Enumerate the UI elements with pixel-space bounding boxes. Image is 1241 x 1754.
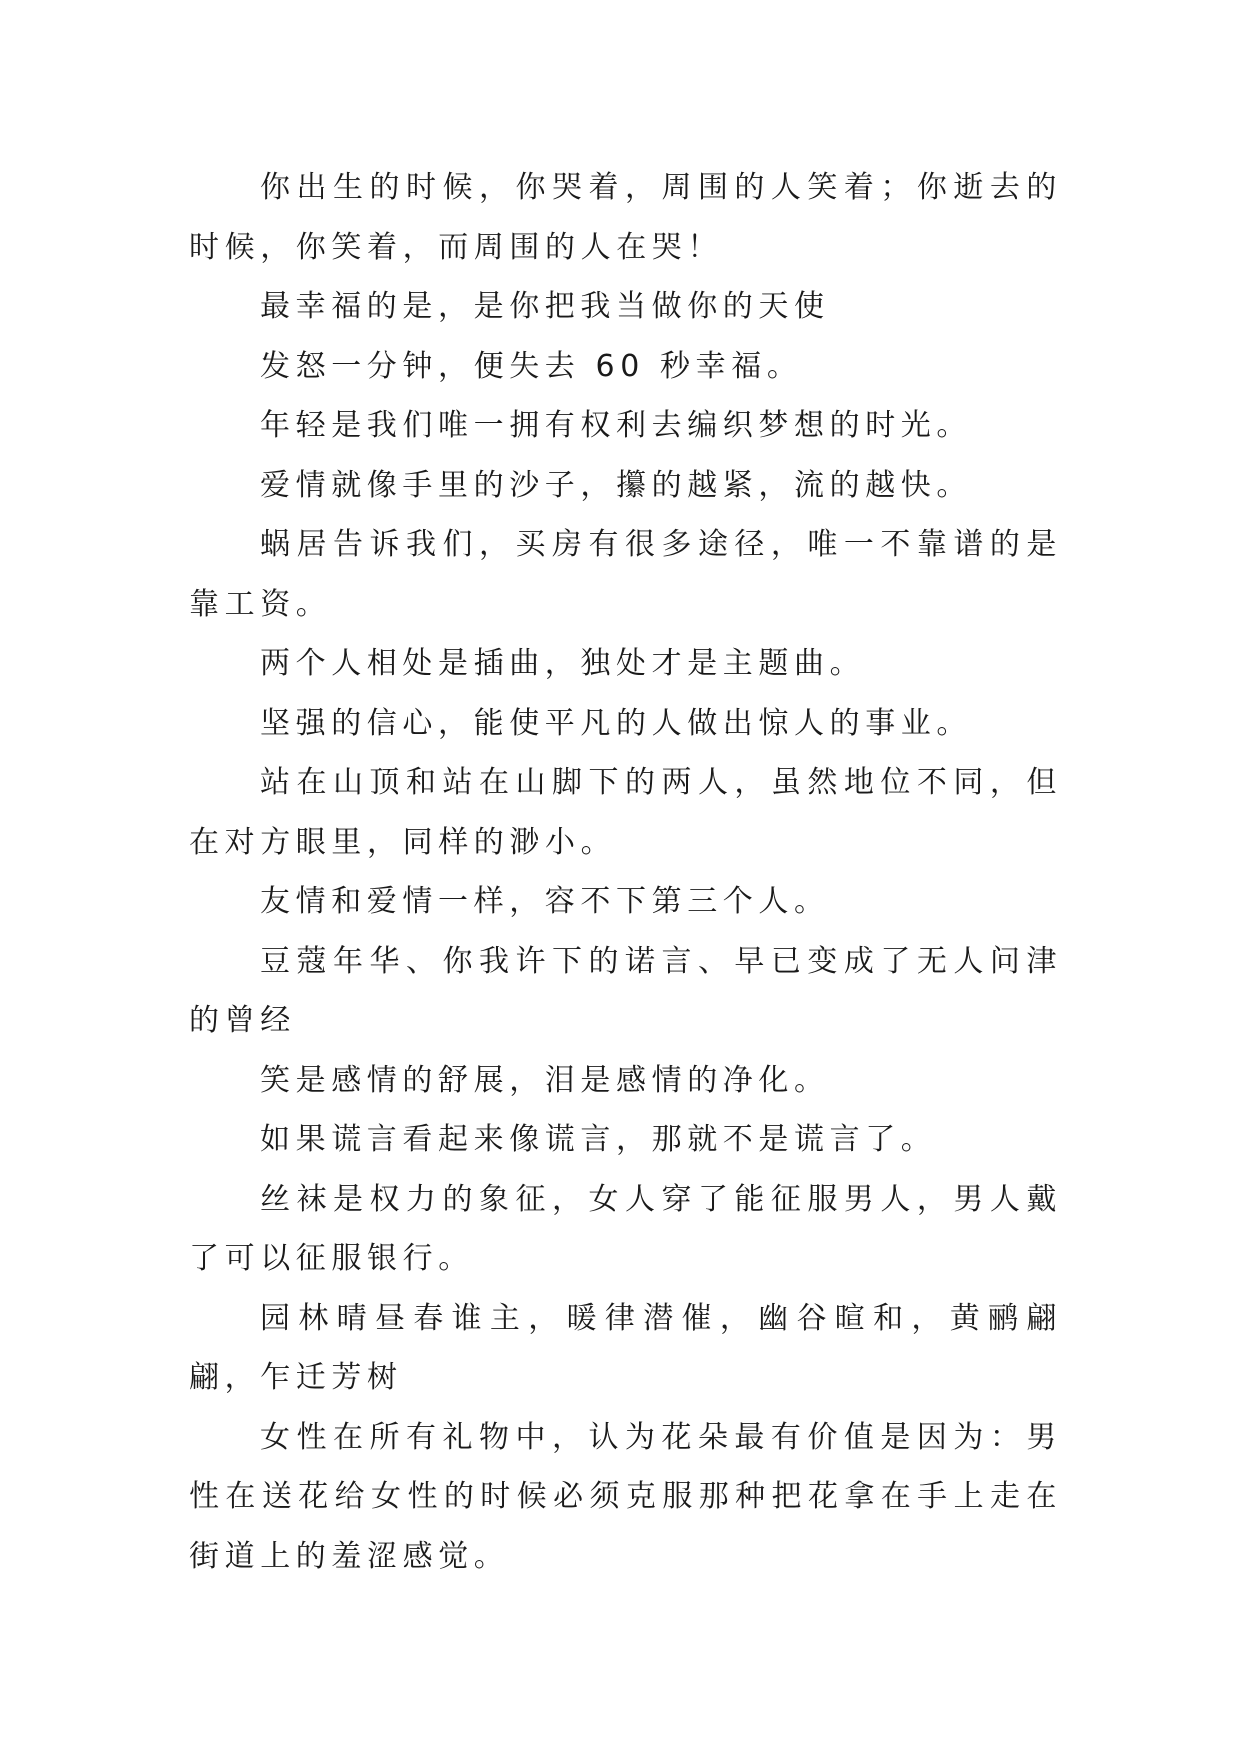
paragraph-12: 笑是感情的舒展，泪是感情的净化。 — [260, 1062, 830, 1098]
document-body — [189, 158, 1062, 1586]
paragraph-10: 友情和爱情一样，容不下第三个人。 — [260, 884, 830, 919]
paragraph-15: 园林晴昼春谁主，暖律潜催，幽谷暄和，黄鹂翩翩，乍迁芳树 — [189, 1300, 1062, 1395]
paragraph-7: 两个人相处是插曲，独处才是主题曲。 — [260, 646, 866, 681]
paragraph-16: 女性在所有礼物中，认为花朵最有价值是因为：男性在送花给女性的时候必须克服那种把花拿在手上走在街道上的羞涩感觉。 — [189, 1419, 1062, 1574]
paragraph-9: 站在山顶和站在山脚下的两人，虽然地位不同，但在对方眼里，同样的渺小。 — [189, 765, 1062, 860]
paragraph-4: 年轻是我们唯一拥有权利去编织梦想的时光。 — [260, 408, 972, 443]
paragraph-5: 爱情就像手里的沙子，攥的越紧，流的越快。 — [260, 467, 972, 503]
paragraph-6: 蜗居告诉我们，买房有很多途径，唯一不靠谱的是靠工资。 — [189, 527, 1062, 622]
paragraph-14: 丝袜是权力的象征，女人穿了能征服男人，男人戴了可以征服银行。 — [189, 1181, 1062, 1276]
paragraph-11: 豆蔻年华、你我许下的诺言、早已变成了无人问津的曾经 — [189, 943, 1062, 1038]
paragraph-8: 坚强的信心，能使平凡的人做出惊人的事业。 — [260, 705, 972, 741]
paragraph-2: 最幸福的是，是你把我当做你的天使 — [260, 289, 830, 324]
paragraph-13: 如果谎言看起来像谎言，那就不是谎言了。 — [260, 1122, 937, 1157]
paragraph-1: 你出生的时候，你哭着，周围的人笑着；你逝去的时候，你笑着，而周围的人在哭！ — [189, 170, 1062, 265]
paragraph-3: 发怒一分钟，便失去 60 秒幸福。 — [260, 348, 803, 384]
